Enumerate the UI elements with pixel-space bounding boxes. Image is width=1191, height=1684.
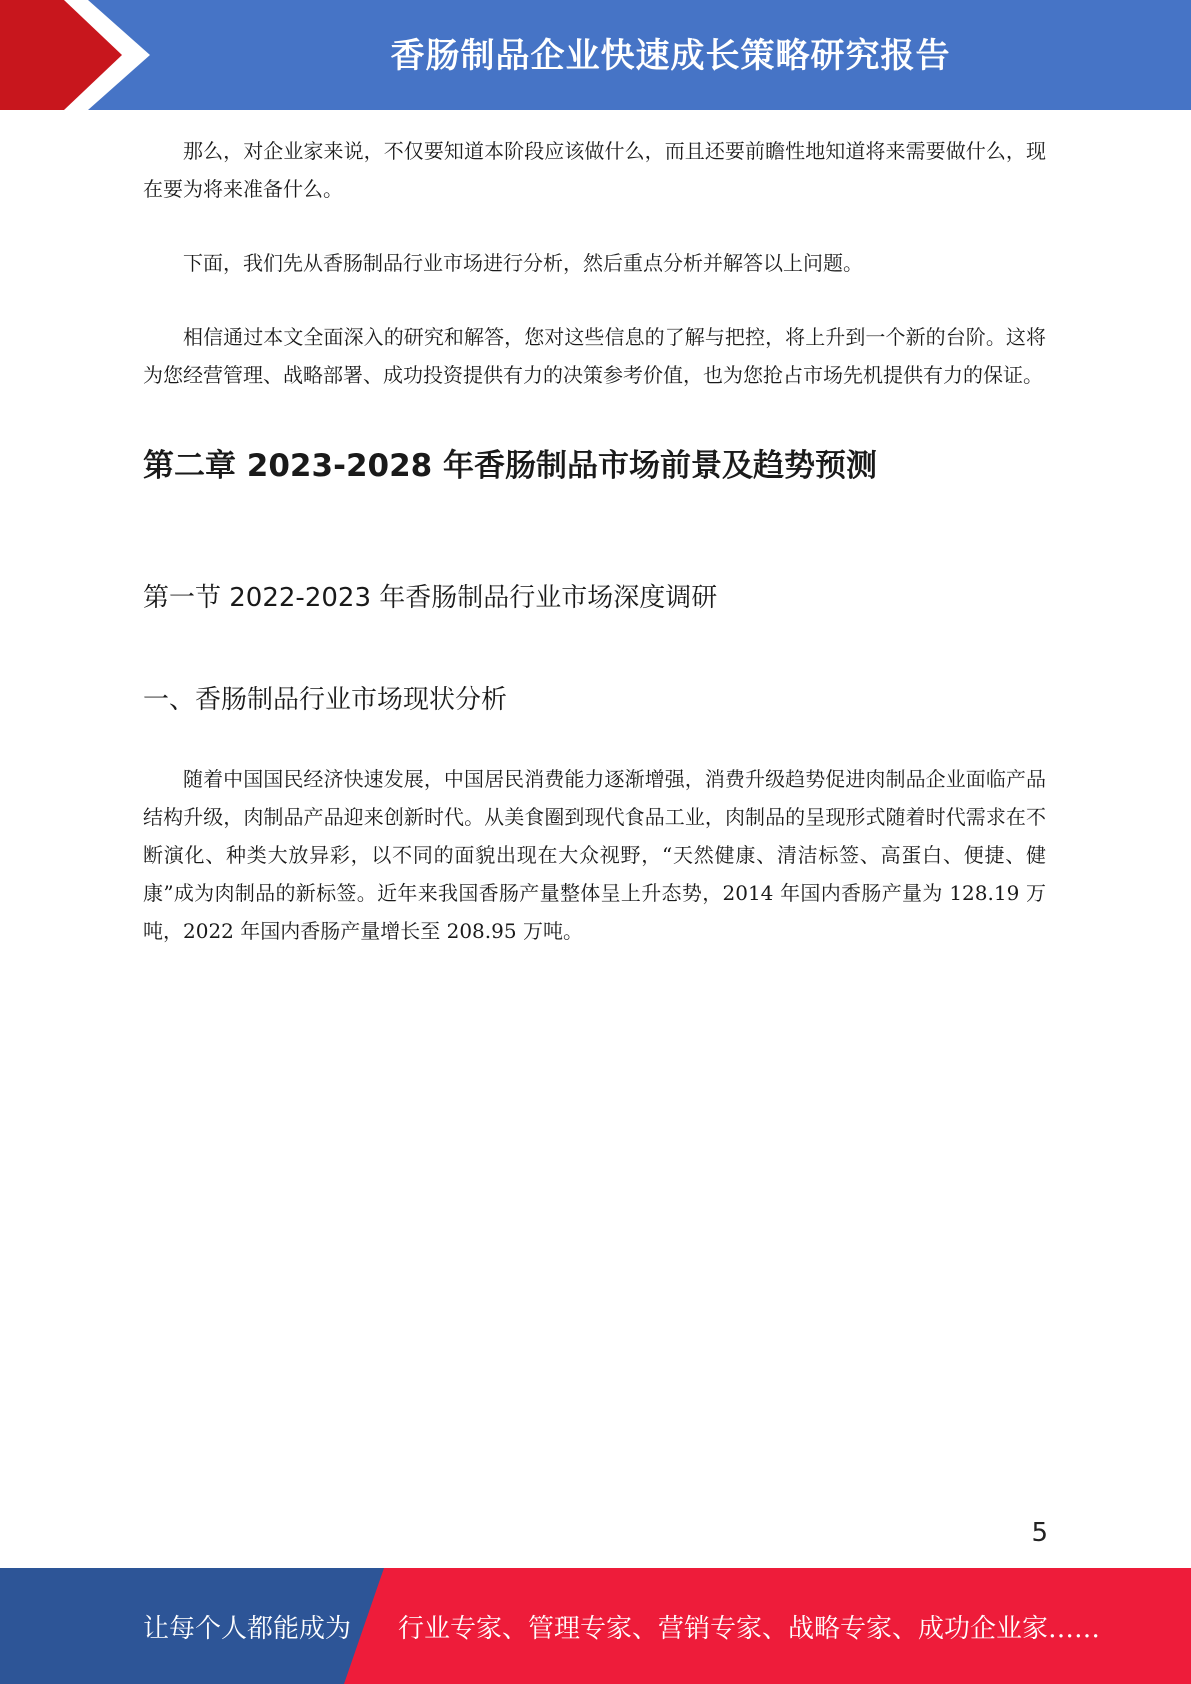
intro-paragraph-3: 相信通过本文全面深入的研究和解答，您对这些信息的了解与把控，将上升到一个新的台阶。这将为您经营管理、战略部署、成功投资提供有力的决策参考价值，也为您抢占市场先机提供有力的保证。 [143,325,1046,387]
page-number: 5 [1031,1518,1048,1548]
subsection-heading: 一、香肠制品行业市场现状分析 [143,685,508,715]
chapter-heading: 第二章 2023-2028 年香肠制品市场前景及趋势预测 [143,448,878,484]
footer-slogan-left: 让每个人都能成为 [143,1613,352,1644]
header-banner [0,0,1191,110]
intro-paragraph-2: 下面，我们先从香肠制品行业市场进行分析，然后重点分析并解答以上问题。 [183,251,863,275]
footer-banner [0,1568,1191,1684]
page-content [143,132,1046,950]
section-heading: 第一节 2022-2023 年香肠制品行业市场深度调研 [143,583,718,613]
intro-paragraph-1: 那么，对企业家来说，不仅要知道本阶段应该做什么，而且还要前瞻性地知道将来需要做什么，现在要为将来准备什么。 [143,139,1046,201]
footer-slogan-right: 行业专家、管理专家、营销专家、战略专家、成功企业家…… [398,1613,1101,1644]
report-title: 香肠制品企业快速成长策略研究报告 [390,35,951,76]
analysis-paragraph: 随着中国国民经济快速发展，中国居民消费能力逐渐增强，消费升级趋势促进肉制品企业面临产品结构升级，肉制品产品迎来创新时代。从美食圈到现代食品工业，肉制品的呈现形式随着时代需求在不断演化、种类大放异彩，以不同的面貌出现在大众视野，“天然健康、清洁标签、高蛋白、便捷、健康”成为肉制品的新标签。近年来我国香肠产量整体呈上升态势，2014 年国内香肠产量为 128.19 万吨，2022 年国内香肠产量增长至 208.95 万吨。 [143,767,1046,943]
